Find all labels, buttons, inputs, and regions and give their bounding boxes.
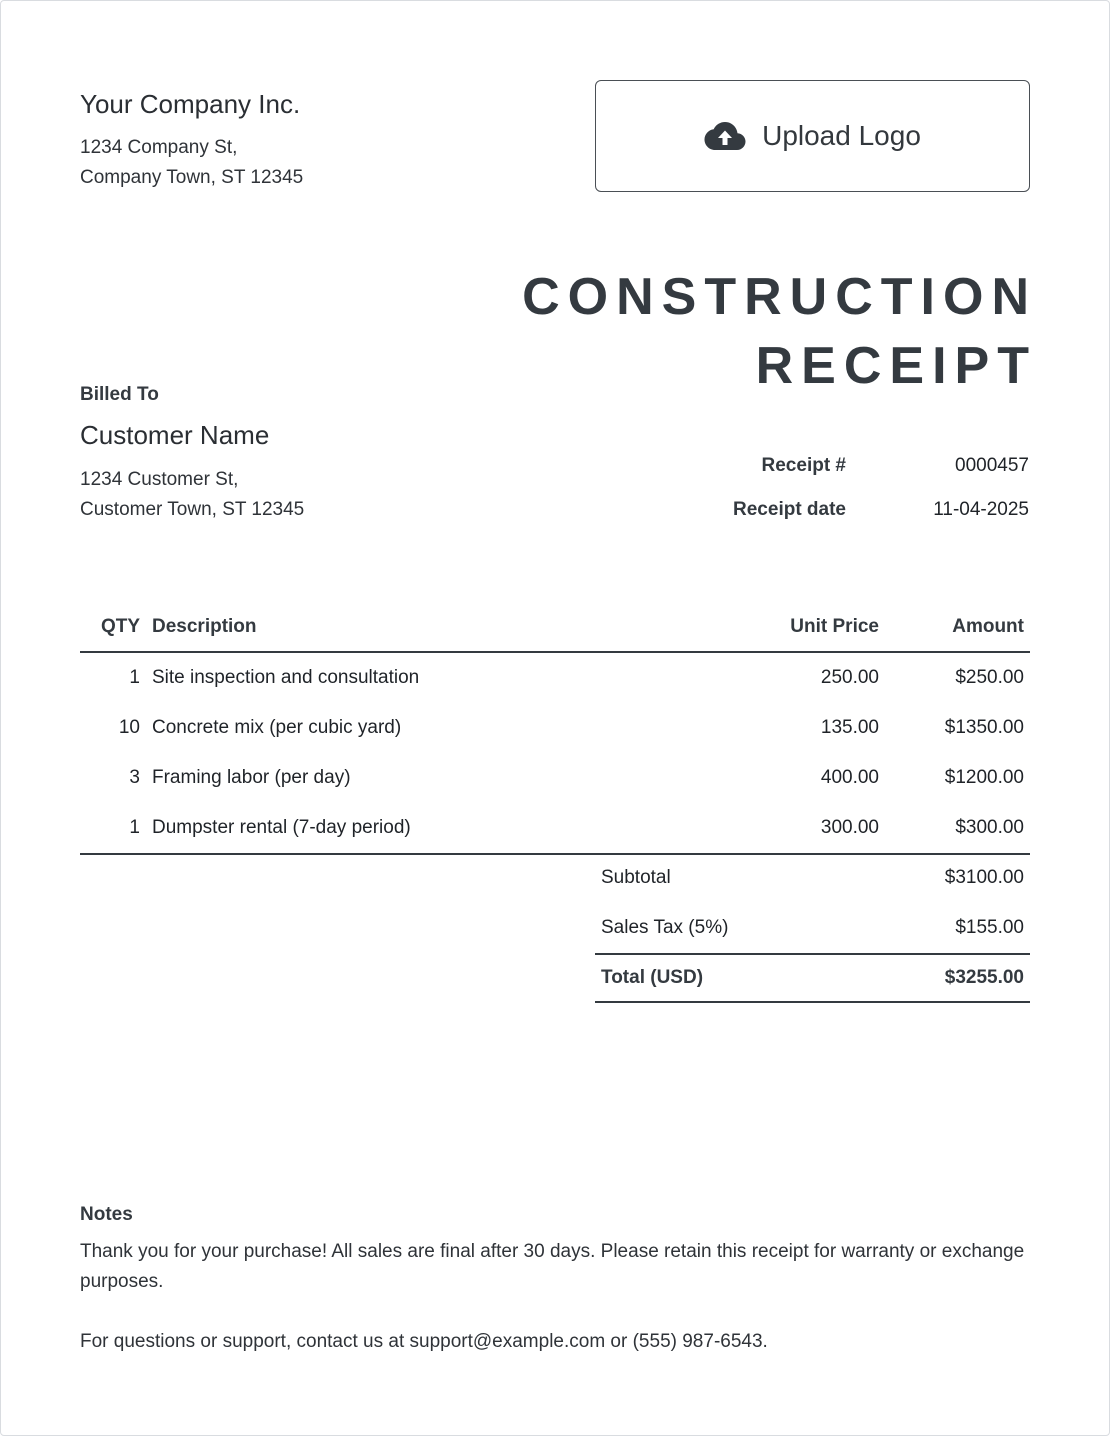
row-qty[interactable]: 3 — [129, 767, 140, 788]
row-unit-price[interactable]: 300.00 — [733, 803, 885, 854]
document-title-line1: CONSTRUCTION — [522, 268, 1037, 326]
table-row — [80, 803, 1030, 854]
sales-tax-label[interactable]: Sales Tax (5%) — [601, 917, 729, 938]
description-header: Description — [146, 603, 733, 652]
unit-price-header: Unit Price — [733, 603, 885, 652]
subtotal-label: Subtotal — [601, 867, 671, 888]
row-amount: $300.00 — [885, 803, 1030, 854]
row-description[interactable]: Site inspection and consultation — [152, 667, 420, 688]
total-label: Total (USD) — [601, 967, 704, 988]
customer-address[interactable] — [80, 465, 304, 525]
subtotal-row — [595, 853, 1030, 903]
row-unit-price[interactable]: 250.00 — [820, 667, 879, 688]
table-header-row — [80, 603, 1030, 652]
table-row — [80, 652, 1030, 703]
table-row — [80, 703, 1030, 753]
company-address-line1: 1234 Company St, — [80, 137, 238, 158]
row-description[interactable]: Dumpster rental (7-day period) — [146, 803, 733, 854]
total-value: $3255.00 — [944, 967, 1024, 988]
receipt-date-label: Receipt date — [733, 499, 846, 520]
company-address[interactable] — [80, 133, 303, 193]
sales-tax-row — [595, 903, 1030, 953]
receipt-number-row — [596, 455, 1029, 477]
amount-header: Amount — [885, 603, 1030, 652]
company-address-line2: Company Town, ST 12345 — [80, 167, 304, 188]
sales-tax-value: $155.00 — [955, 917, 1024, 938]
billed-to-label: Billed To — [80, 384, 159, 405]
document-title-line2: RECEIPT — [755, 337, 1037, 395]
notes-line2: For questions or support, contact us at support@example.com or (555) 987-6543. — [80, 1331, 768, 1352]
notes-text[interactable] — [80, 1237, 1040, 1387]
customer-name[interactable]: Customer Name — [80, 420, 270, 450]
receipt-date-row — [596, 499, 1029, 521]
row-unit-price[interactable]: 400.00 — [820, 767, 879, 788]
qty-header: QTY — [80, 603, 146, 652]
row-unit-price[interactable]: 135.00 — [820, 717, 879, 738]
notes-line1: Thank you for your purchase! All sales are final after 30 days. Please retain this receipt for warranty or exchange purposes. — [80, 1241, 1025, 1292]
receipt-date-value[interactable]: 11-04-2025 — [933, 499, 1029, 520]
receipt-number-value[interactable]: 0000457 — [955, 455, 1029, 476]
row-description[interactable]: Concrete mix (per cubic yard) — [152, 717, 402, 738]
totals-section — [595, 853, 1030, 1003]
document-title[interactable] — [469, 263, 1037, 401]
line-items-table — [80, 603, 1030, 855]
row-qty[interactable]: 1 — [80, 803, 146, 854]
customer-address-line2: Customer Town, ST 12345 — [80, 499, 305, 520]
customer-address-line1: 1234 Customer St, — [80, 469, 239, 490]
row-qty[interactable]: 10 — [118, 717, 140, 738]
upload-logo-label: Upload Logo — [762, 120, 921, 151]
table-row — [80, 753, 1030, 803]
cloud-upload-icon — [704, 121, 746, 151]
row-description[interactable]: Framing labor (per day) — [152, 767, 351, 788]
company-name[interactable]: Your Company Inc. — [80, 89, 301, 119]
notes-label: Notes — [80, 1204, 133, 1225]
row-qty[interactable]: 1 — [129, 667, 140, 688]
row-amount: $1200.00 — [944, 767, 1024, 788]
row-amount: $250.00 — [955, 667, 1024, 688]
total-row — [595, 953, 1030, 1003]
upload-logo-button[interactable] — [595, 80, 1030, 192]
row-amount: $1350.00 — [944, 717, 1024, 738]
receipt-number-label: Receipt # — [761, 455, 846, 476]
subtotal-value: $3100.00 — [944, 867, 1024, 888]
